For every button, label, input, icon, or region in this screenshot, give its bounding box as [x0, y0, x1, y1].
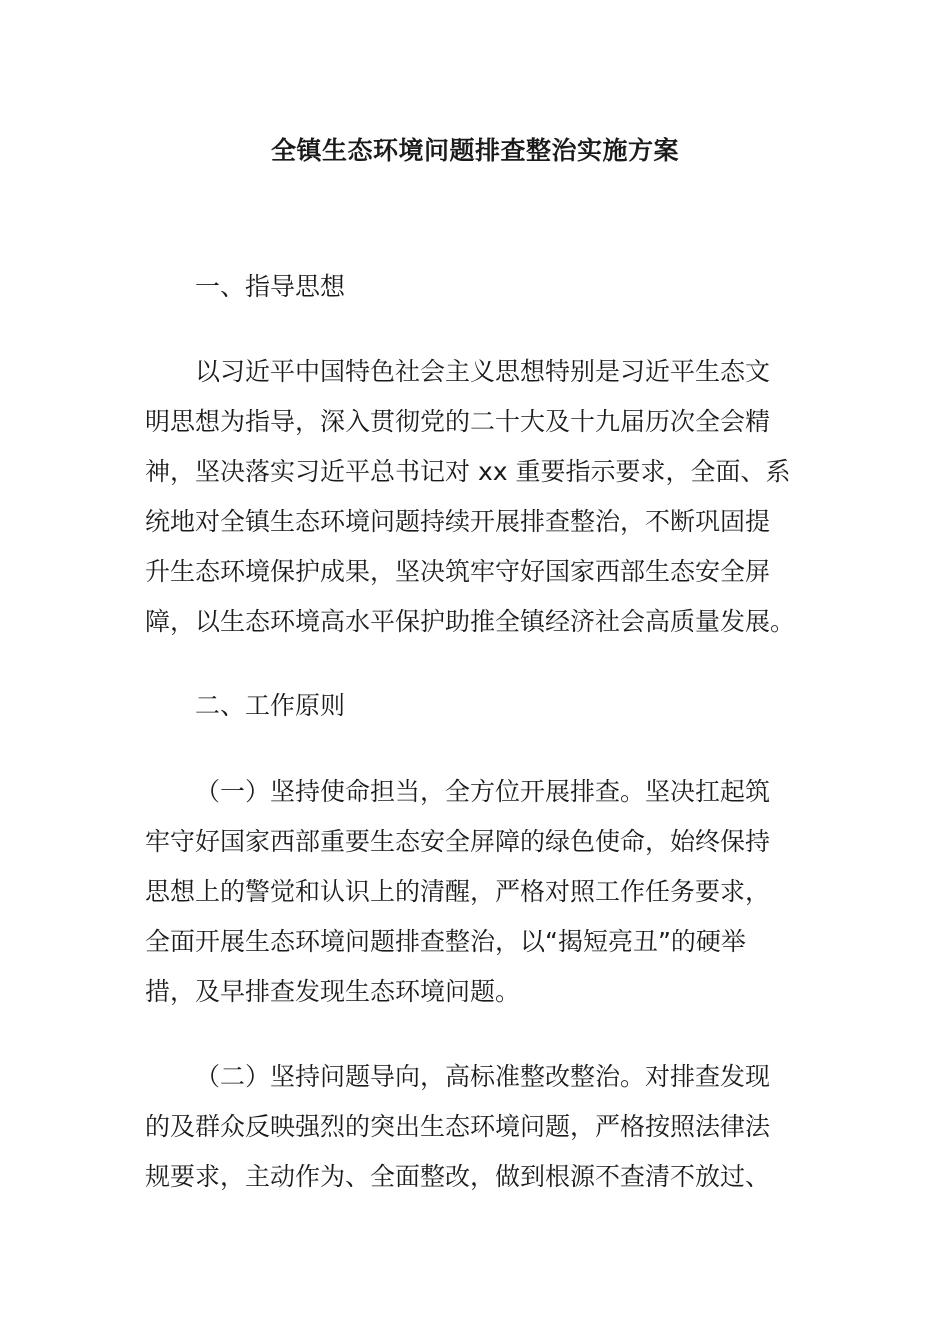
paragraph-guiding-ideology — [145, 347, 805, 647]
document-title: 全镇生态环境问题排查整治实施方案 — [270, 136, 679, 165]
section-heading-work-principles: 二、工作原则 — [195, 691, 346, 720]
paragraph-line: 统地对全镇生态环境问题持续开展排查整治，不断巩固提 — [145, 507, 771, 536]
paragraph-line: （一）坚持使命担当，全方位开展排查。坚决扛起筑 — [195, 777, 771, 806]
paragraph-line: 神，坚决落实习近平总书记对 xx 重要指示要求，全面、系 — [145, 457, 791, 486]
paragraph-principle-1 — [145, 767, 805, 1017]
paragraph-line: （二）坚持问题导向，高标准整改整治。对排查发现 — [195, 1062, 771, 1091]
paragraph-line: 障，以生态环境高水平保护助推全镇经济社会高质量发展。 — [145, 607, 796, 636]
paragraph-line: 思想上的警觉和认识上的清醒，严格对照工作任务要求， — [145, 877, 771, 906]
paragraph-line: 升生态环境保护成果，坚决筑牢守好国家西部生态安全屏 — [145, 557, 771, 586]
paragraph-principle-2 — [145, 1052, 805, 1202]
paragraph-line: 全面开展生态环境问题排查整治，以“揭短亮丑”的硬举 — [145, 927, 746, 956]
paragraph-line: 以习近平中国特色社会主义思想特别是习近平生态文 — [195, 357, 771, 386]
paragraph-line: 的及群众反映强烈的突出生态环境问题，严格按照法律法 — [145, 1112, 771, 1141]
paragraph-line: 规要求，主动作为、全面整改，做到根源不查清不放过、 — [145, 1162, 771, 1191]
paragraph-line: 措，及早排查发现生态环境问题。 — [145, 977, 521, 1006]
section-heading-guiding-ideology: 一、指导思想 — [195, 272, 346, 301]
paragraph-line: 明思想为指导，深入贯彻党的二十大及十九届历次全会精 — [145, 407, 771, 436]
paragraph-line: 牢守好国家西部重要生态安全屏障的绿色使命，始终保持 — [145, 827, 771, 856]
